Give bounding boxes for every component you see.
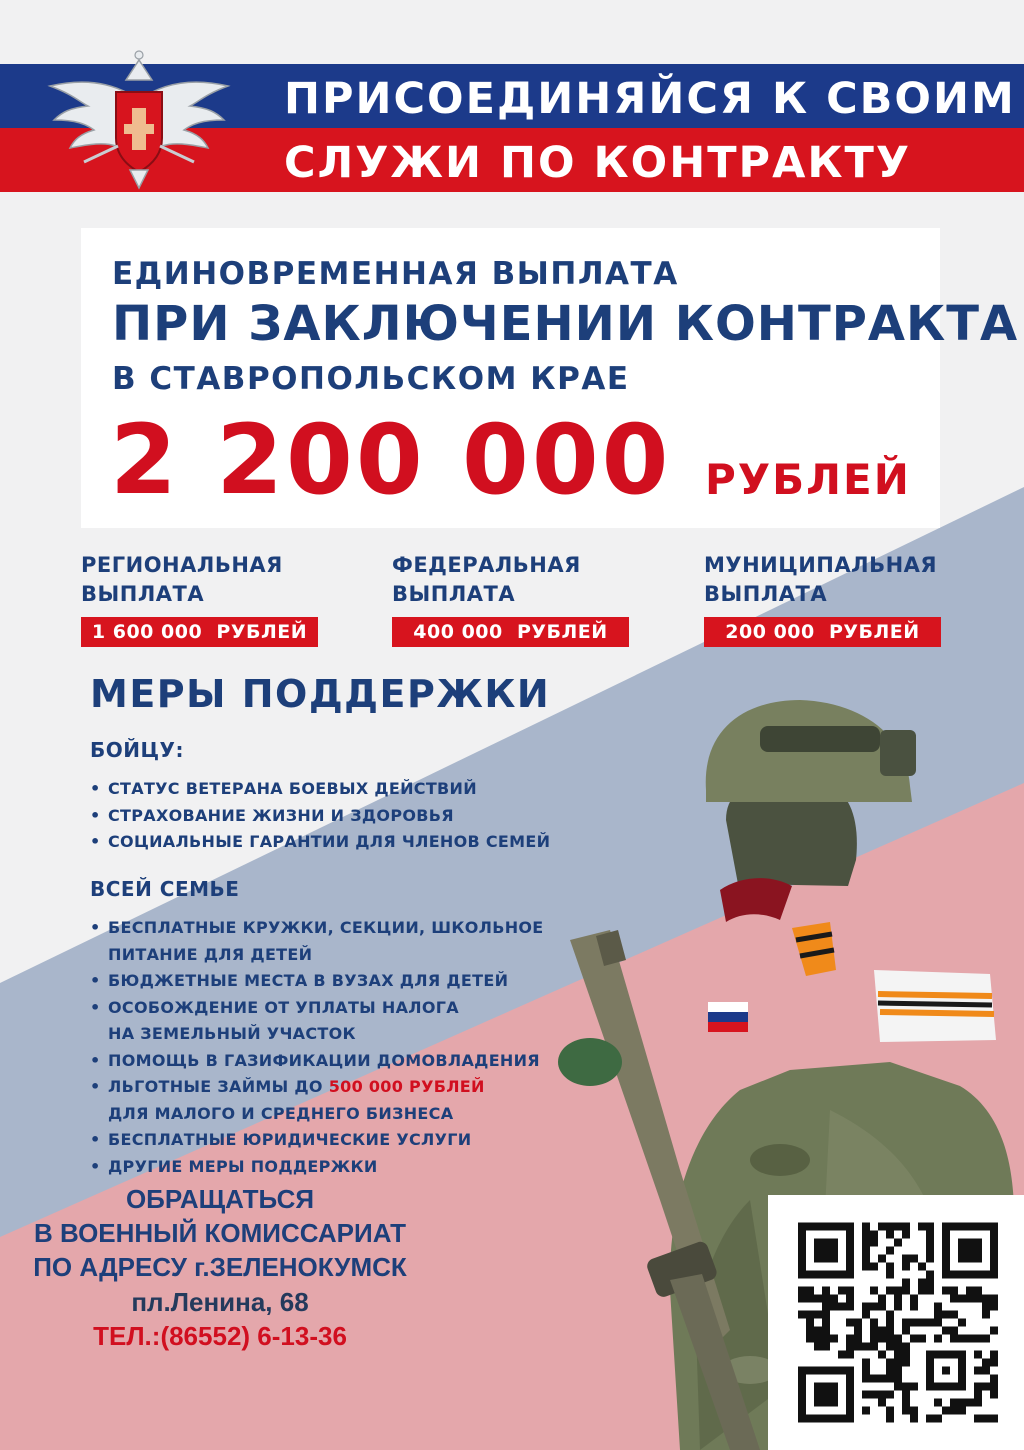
contact-instruction: ОБРАЩАТЬСЯ bbox=[125, 1184, 315, 1214]
list-item: • ЛЬГОТНЫЕ ЗАЙМЫ ДО 500 000 РУБЛЕЙ ДЛЯ МАЛОГО И СРЕДНЕГО БИЗНЕСА bbox=[90, 1074, 544, 1127]
qr-code-icon[interactable] bbox=[798, 1220, 998, 1425]
list-item: • СТАТУС ВЕТЕРАНА БОЕВЫХ ДЕЙСТВИЙ bbox=[90, 776, 550, 803]
contact-city: ПО АДРЕСУ г.ЗЕЛЕНОКУМСК bbox=[33, 1252, 407, 1282]
family-benefits-list bbox=[90, 915, 544, 1180]
list-item: • БЕСПЛАТНЫЕ ЮРИДИЧЕСКИЕ УСЛУГИ bbox=[90, 1127, 544, 1154]
federal-payout-amount: 400 000 РУБЛЕЙ bbox=[392, 617, 629, 647]
regional-payout-label: РЕГИОНАЛЬНАЯ ВЫПЛАТА bbox=[81, 553, 283, 606]
list-item: • БЕСПЛАТНЫЕ КРУЖКИ, СЕКЦИИ, ШКОЛЬНОЕ ПИТАНИЕ ДЛЯ ДЕТЕЙ bbox=[90, 915, 544, 968]
list-item: • ДРУГИЕ МЕРЫ ПОДДЕРЖКИ bbox=[90, 1154, 544, 1181]
loan-limit-highlight: 500 000 РУБЛЕЙ bbox=[328, 1077, 485, 1096]
contact-phone: ТЕЛ.:(86552) 6-13-36 bbox=[93, 1321, 347, 1351]
list-item: • СТРАХОВАНИЕ ЖИЗНИ И ЗДОРОВЬЯ bbox=[90, 803, 550, 830]
municipal-payout-label: МУНИЦИПАЛЬНАЯ ВЫПЛАТА bbox=[704, 553, 938, 606]
fighter-benefits-list bbox=[90, 776, 550, 856]
contact-address: пл.Ленина, 68 bbox=[131, 1287, 309, 1317]
payout-currency: РУБЛЕЙ bbox=[705, 455, 911, 504]
contact-office: В ВОЕННЫЙ КОМИССАРИАТ bbox=[33, 1218, 407, 1248]
payout-total-amount: 2 200 000 bbox=[110, 404, 672, 516]
list-item: • БЮДЖЕТНЫЕ МЕСТА В ВУЗАХ ДЛЯ ДЕТЕЙ bbox=[90, 968, 544, 995]
list-item: • ОСОБОЖДЕНИЕ ОТ УПЛАТЫ НАЛОГА НА ЗЕМЕЛЬНЫЙ УЧАСТОК bbox=[90, 995, 544, 1048]
fighter-heading: БОЙЦУ: bbox=[90, 738, 184, 762]
list-item: • СОЦИАЛЬНЫЕ ГАРАНТИИ ДЛЯ ЧЛЕНОВ СЕМЕЙ bbox=[90, 829, 550, 856]
list-item: • ПОМОЩЬ В ГАЗИФИКАЦИИ ДОМОВЛАДЕНИЯ bbox=[90, 1048, 544, 1075]
support-measures-title: МЕРЫ ПОДДЕРЖКИ bbox=[90, 672, 551, 716]
defense-ministry-emblem-icon bbox=[44, 42, 234, 192]
payout-region: В СТАВРОПОЛЬСКОМ КРАЕ bbox=[112, 361, 630, 397]
payout-heading: ЕДИНОВРЕМЕННАЯ ВЫПЛАТА bbox=[112, 256, 679, 292]
federal-payout-label: ФЕДЕРАЛЬНАЯ ВЫПЛАТА bbox=[392, 553, 581, 606]
family-heading: ВСЕЙ СЕМЬЕ bbox=[90, 877, 240, 901]
municipal-payout-amount: 200 000 РУБЛЕЙ bbox=[704, 617, 941, 647]
payout-condition: ПРИ ЗАКЛЮЧЕНИИ КОНТРАКТА bbox=[112, 296, 1019, 352]
regional-payout-amount: 1 600 000 РУБЛЕЙ bbox=[81, 617, 318, 647]
banner-call-to-action: СЛУЖИ ПО КОНТРАКТУ bbox=[284, 138, 911, 188]
banner-slogan: ПРИСОЕДИНЯЙСЯ К СВОИМ bbox=[284, 74, 1016, 124]
